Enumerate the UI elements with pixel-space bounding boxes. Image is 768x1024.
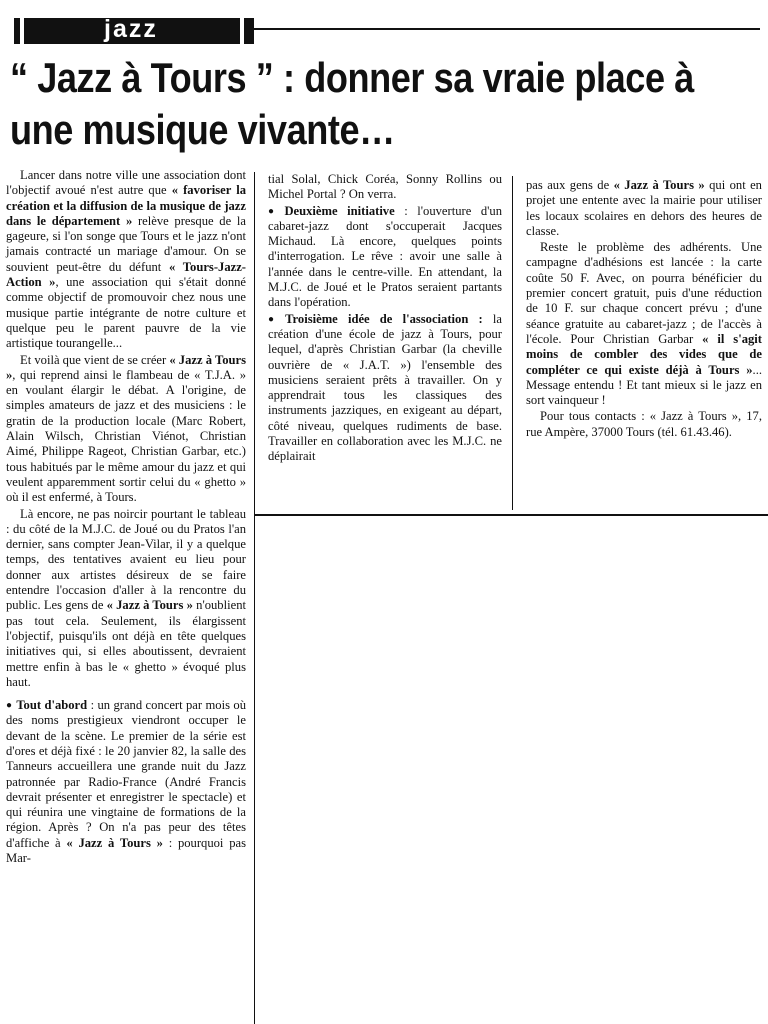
text: , une association qui s'était donné comme objectif de promouvoir chez nous une musique partie intégrante de notre culture et quelque peu le parent pauvre de la vie artistique tourangelle... [6, 275, 247, 351]
text: : pourquoi pas Mar- [6, 835, 246, 866]
tag-edge-right [240, 18, 244, 44]
column-divider-2 [512, 176, 513, 510]
section-tag [14, 15, 254, 44]
article-end-rule [254, 514, 768, 516]
bold-text: « Jazz à Tours » [6, 352, 246, 382]
text: la création d'une école de jazz à Tours, pour lequel, d'après Christian Garbar (la cheville ouvrière de « J.A.T. ») l'ensemble des musiciens seraient prêts à travailler. On y apprendrait tous les classiques des instruments jazziques, en exigeant au départ, côté niveau, quelques rudiments de base. Travailler en collaboration avec les M.J.C. ne déplairait [268, 311, 503, 464]
text: qui ont en projet une entente avec la mairie pour utiliser les locaux scolaires en dehors des heures de classe. [526, 178, 762, 238]
tag-edge-left [20, 18, 24, 44]
bold-text: Troisième idée de l'association : [285, 311, 483, 326]
text: Pour tous contacts : « Jazz à Tours », 17, rue Ampère, 37000 Tours (tél. 61.43.46). [526, 409, 762, 439]
bold-text: « Tours-Jazz-Action » [6, 259, 246, 290]
bullet-icon: ● [6, 700, 13, 712]
paragraph [268, 312, 502, 465]
bullet-icon: ● [268, 205, 281, 217]
paragraph [526, 178, 762, 239]
paragraph [268, 204, 502, 311]
article-column-3 [526, 178, 762, 440]
text: : l'ouverture d'un cabaret-jazz dont s'occuperait Jacques Michaud. Là encore, quelques points d'interrogation. Le rêve : avoir une salle à l'année dans le centre-ville. En attendant, la M.J.C. de Joué et le Pratos seraient partants dans l'opération. [268, 203, 502, 310]
text: relève presque de la gageure, si l'on songe que Tours et le jazz n'ont jamais contracté un mariage d'amour. On se souvient peut-être du défunt [6, 213, 246, 274]
text: , qui reprend ainsi le flambeau de « T.J.A. » en voulant élargir le débat. A l'origine, de simples amateurs de jazz et des musiciens : le gratin de la production locale (Marc Robert, Alain Wilsch, Christian Viénot, Christian Aimé, Philippe Rageot, Christian Garbar, etc.) tous habitués par le même amour du jazz et qui veulent apparemment sortir celui du « ghetto » où il est enfermé, à Tours. [6, 367, 246, 505]
bold-text: « Jazz à Tours » [106, 598, 193, 613]
paragraph [268, 172, 502, 203]
bold-text: « Jazz à Tours » [66, 835, 163, 850]
paragraph [526, 240, 762, 408]
bold-text: Deuxième initiative [284, 203, 395, 218]
column-divider-1 [254, 172, 255, 1024]
text: tial Solal, Chick Coréa, Sonny Rollins ou Michel Portal ? On verra. [268, 172, 502, 202]
text: Lancer dans notre ville une association dont l'objectif avoué n'est autre que [6, 168, 246, 198]
section-tag-label: jazz [104, 15, 158, 43]
bold-text: « il s'agit moins de combler des vides que de compléter ce qui existe déjà à Tours » [526, 331, 762, 377]
article-column-1 [6, 168, 246, 866]
paragraph [6, 353, 246, 506]
text: Là encore, ne pas noircir pourtant le tableau : du côté de la M.J.C. de Joué ou du Pratos l'an dernier, sans compter Jean-Vilar, il y a quelque temps, des tentatives avaient eu lieu pour donner aux artistes désireux de se faire entendre l'occasion d'aller à la rencontre du public. Les gens de [6, 506, 246, 613]
bold-text: Tout d'abord [16, 698, 88, 713]
header-rule [254, 28, 760, 30]
text: Reste le problème des adhérents. Une campagne d'adhésions est lancée : la carte coûte 50 F. Avec, on pourra bénéficier du premier concert gratuit, puis d'une réduction de 10 F. sur chaque concert prévu ; d'une séance gratuite au cabaret-jazz ; de l'accès à l'école. Pour Christian Garbar [526, 240, 762, 346]
text: pas aux gens de [526, 178, 614, 192]
text: Et voilà que vient de se créer [20, 352, 170, 367]
text: n'oublient pas tout cela. Seulement, ils élargissent l'objectif, puisqu'ils ont déjà en tête quelques initiatives qui, si elles aboutissent, devraient mettre enfin à bas le « ghetto » évoqué plus haut. [6, 598, 246, 689]
bold-text: « Jazz à Tours » [613, 178, 705, 192]
section-header [8, 14, 760, 44]
bullet-icon: ● [268, 313, 282, 325]
article-headline: “ Jazz à Tours ” : donner sa vraie place à une musique vivante… [10, 54, 694, 153]
article-column-2 [268, 172, 502, 465]
paragraph [6, 698, 246, 866]
paragraph [6, 168, 246, 352]
bold-text: « favoriser la création et la diffusion de la musique de jazz dans le département » [6, 183, 246, 228]
paragraph [526, 409, 762, 440]
paragraph [6, 507, 246, 691]
text: : un grand concert par mois où des noms prestigieux viendront occuper le devant de la scène. Le premier de la série est d'ores et déjà fixé : le 20 janvier 82, la salle des Tanneurs accueillera une grande nuit du Jazz patronnée par Radio-France (André Francis devrait présenter et enregistrer le spectacle) et qui réunira une vingtaine de formations de la région. Après ? On n'a pas peur des têtes d'affiche à [6, 698, 246, 850]
text: ... Message entendu ! Et tant mieux si le jazz en sort vainqueur ! [526, 362, 762, 408]
